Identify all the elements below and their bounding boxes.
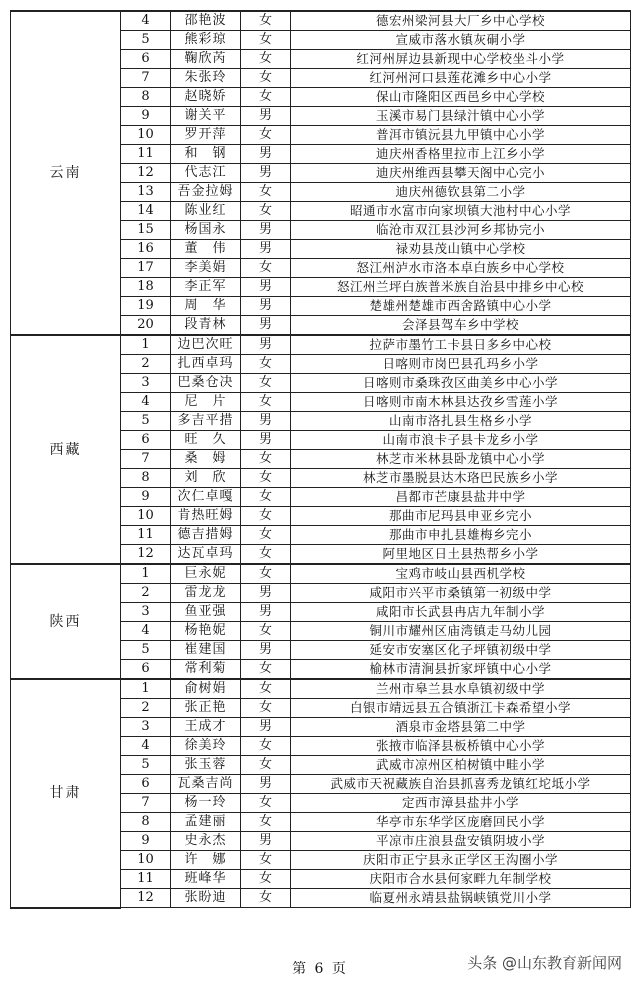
school-cell: 张掖市临泽县板桥镇中心小学 — [291, 737, 631, 756]
index-cell: 13 — [121, 183, 171, 202]
name-cell: 董 伟 — [171, 240, 241, 259]
school-cell: 日喀则市南木林县达孜乡雪莲小学 — [291, 393, 631, 412]
gender-cell: 女 — [241, 660, 291, 680]
gender-cell: 女 — [241, 374, 291, 393]
gender-cell: 女 — [241, 564, 291, 584]
gender-cell: 男 — [241, 164, 291, 183]
table-row — [11, 11, 631, 31]
name-cell: 多吉平措 — [171, 412, 241, 431]
school-cell: 华亭市东华学区庞磨回民小学 — [291, 813, 631, 832]
index-cell: 4 — [121, 622, 171, 641]
index-cell: 9 — [121, 488, 171, 507]
school-cell: 林芝市米林县卧龙镇中心小学 — [291, 450, 631, 469]
gender-cell: 女 — [241, 851, 291, 870]
gender-cell: 女 — [241, 622, 291, 641]
name-cell: 周 华 — [171, 297, 241, 316]
school-cell: 临夏州永靖县盐锅峡镇党川小学 — [291, 889, 631, 908]
gender-cell: 男 — [241, 775, 291, 794]
index-cell: 8 — [121, 88, 171, 107]
gender-cell: 女 — [241, 813, 291, 832]
school-cell: 宝鸡市岐山县西机学校 — [291, 564, 631, 584]
gender-cell: 女 — [241, 488, 291, 507]
name-cell: 尼 片 — [171, 393, 241, 412]
name-cell: 赵晓娇 — [171, 88, 241, 107]
name-cell: 桑 姆 — [171, 450, 241, 469]
index-cell: 4 — [121, 11, 171, 31]
gender-cell: 女 — [241, 88, 291, 107]
gender-cell: 男 — [241, 584, 291, 603]
index-cell: 4 — [121, 393, 171, 412]
gender-cell: 女 — [241, 393, 291, 412]
school-cell: 咸阳市兴平市桑镇第一初级中学 — [291, 584, 631, 603]
school-cell: 酒泉市金塔县第二中学 — [291, 718, 631, 737]
index-cell: 3 — [121, 603, 171, 622]
school-cell: 庆阳市合水县何家畔九年制学校 — [291, 870, 631, 889]
school-cell: 玉溪市易门县绿汁镇中心小学 — [291, 107, 631, 126]
table-row — [11, 679, 631, 699]
school-cell: 宣威市落水镇灰硐小学 — [291, 31, 631, 50]
gender-cell: 女 — [241, 69, 291, 88]
index-cell: 5 — [121, 756, 171, 775]
gender-cell: 男 — [241, 641, 291, 660]
gender-cell: 男 — [241, 335, 291, 355]
name-cell: 巨永妮 — [171, 564, 241, 584]
name-cell: 边巴次旺 — [171, 335, 241, 355]
index-cell: 4 — [121, 737, 171, 756]
name-cell: 陈业红 — [171, 202, 241, 221]
name-cell: 许 娜 — [171, 851, 241, 870]
index-cell: 1 — [121, 335, 171, 355]
school-cell: 保山市隆阳区西邑乡中心学校 — [291, 88, 631, 107]
gender-cell: 女 — [241, 699, 291, 718]
gender-cell: 男 — [241, 145, 291, 164]
index-cell: 6 — [121, 775, 171, 794]
gender-cell: 男 — [241, 718, 291, 737]
name-cell: 张盼迪 — [171, 889, 241, 908]
index-cell: 6 — [121, 50, 171, 69]
school-cell: 那曲市尼玛县申亚乡完小 — [291, 507, 631, 526]
index-cell: 12 — [121, 164, 171, 183]
school-cell: 阿里地区日土县热帮乡小学 — [291, 545, 631, 565]
school-cell: 昭通市水富市向家坝镇大池村中心小学 — [291, 202, 631, 221]
school-cell: 怒江州兰坪白族普米族自治县中排乡中心校 — [291, 278, 631, 297]
gender-cell: 女 — [241, 469, 291, 488]
index-cell: 10 — [121, 126, 171, 145]
index-cell: 9 — [121, 107, 171, 126]
gender-cell: 男 — [241, 240, 291, 259]
gender-cell: 女 — [241, 450, 291, 469]
index-cell: 5 — [121, 31, 171, 50]
name-cell: 崔建国 — [171, 641, 241, 660]
gender-cell: 女 — [241, 889, 291, 908]
roster-sheet — [10, 10, 630, 909]
gender-cell: 女 — [241, 870, 291, 889]
page-number: 第 6 页 — [292, 961, 348, 977]
school-cell: 普洱市镇沅县九甲镇中心小学 — [291, 126, 631, 145]
gender-cell: 女 — [241, 259, 291, 278]
school-cell: 武威市凉州区柏树镇中畦小学 — [291, 756, 631, 775]
name-cell: 俞树娟 — [171, 679, 241, 699]
school-cell: 红河州河口县莲花滩乡中心小学 — [291, 69, 631, 88]
name-cell: 鞠欣芮 — [171, 50, 241, 69]
school-cell: 山南市洛扎县生格乡小学 — [291, 412, 631, 431]
index-cell: 8 — [121, 813, 171, 832]
name-cell: 邵艳波 — [171, 11, 241, 31]
school-cell: 延安市安塞区化子坪镇初级中学 — [291, 641, 631, 660]
name-cell: 达瓦卓玛 — [171, 545, 241, 565]
school-cell: 会泽县驾车乡中学校 — [291, 316, 631, 336]
name-cell: 代志江 — [171, 164, 241, 183]
index-cell: 7 — [121, 794, 171, 813]
school-cell: 怒江州泸水市洛本卓白族乡中心学校 — [291, 259, 631, 278]
index-cell: 15 — [121, 221, 171, 240]
school-cell: 迪庆州香格里拉市上江乡小学 — [291, 145, 631, 164]
name-cell: 杨一玲 — [171, 794, 241, 813]
roster-table — [10, 10, 631, 909]
school-cell: 白银市靖远县五合镇浙江卡森希望小学 — [291, 699, 631, 718]
gender-cell: 女 — [241, 794, 291, 813]
index-cell: 7 — [121, 450, 171, 469]
school-cell: 日喀则市岗巴县孔玛乡小学 — [291, 355, 631, 374]
gender-cell: 女 — [241, 126, 291, 145]
school-cell: 山南市浪卡子县卡龙乡小学 — [291, 431, 631, 450]
school-cell: 咸阳市长武县冉店九年制小学 — [291, 603, 631, 622]
name-cell: 李正军 — [171, 278, 241, 297]
name-cell: 常利菊 — [171, 660, 241, 680]
name-cell: 吾金拉姆 — [171, 183, 241, 202]
name-cell: 和 钢 — [171, 145, 241, 164]
name-cell: 熊彩琼 — [171, 31, 241, 50]
region-cell: 云南 — [11, 11, 121, 335]
name-cell: 徐美玲 — [171, 737, 241, 756]
gender-cell: 女 — [241, 31, 291, 50]
school-cell: 昌都市芒康县盐井中学 — [291, 488, 631, 507]
school-cell: 德宏州梁河县大厂乡中心学校 — [291, 11, 631, 31]
index-cell: 12 — [121, 889, 171, 908]
name-cell: 德吉措姆 — [171, 526, 241, 545]
name-cell: 扎西卓玛 — [171, 355, 241, 374]
school-cell: 平凉市庄浪县盘安镇阴坡小学 — [291, 832, 631, 851]
gender-cell: 男 — [241, 297, 291, 316]
school-cell: 拉萨市墨竹工卡县日多乡中心校 — [291, 335, 631, 355]
index-cell: 14 — [121, 202, 171, 221]
index-cell: 11 — [121, 526, 171, 545]
index-cell: 6 — [121, 431, 171, 450]
name-cell: 巴桑仓决 — [171, 374, 241, 393]
index-cell: 8 — [121, 469, 171, 488]
name-cell: 次仁卓嘎 — [171, 488, 241, 507]
name-cell: 罗开萍 — [171, 126, 241, 145]
name-cell: 杨国永 — [171, 221, 241, 240]
name-cell: 鱼亚强 — [171, 603, 241, 622]
gender-cell: 女 — [241, 545, 291, 565]
gender-cell: 男 — [241, 107, 291, 126]
index-cell: 7 — [121, 69, 171, 88]
gender-cell: 女 — [241, 11, 291, 31]
name-cell: 史永杰 — [171, 832, 241, 851]
watermark-text: 头条 @山东教育新闻网 — [467, 954, 622, 972]
school-cell: 兰州市皋兰县水阜镇初级中学 — [291, 679, 631, 699]
gender-cell: 女 — [241, 355, 291, 374]
source-watermark — [467, 952, 622, 973]
region-cell: 甘肃 — [11, 679, 121, 908]
index-cell: 9 — [121, 832, 171, 851]
gender-cell: 女 — [241, 202, 291, 221]
name-cell: 刘 欣 — [171, 469, 241, 488]
school-cell: 禄劝县茂山镇中心学校 — [291, 240, 631, 259]
index-cell: 10 — [121, 507, 171, 526]
gender-cell: 女 — [241, 756, 291, 775]
gender-cell: 男 — [241, 412, 291, 431]
school-cell: 红河州屏边县新现中心学校坐斗小学 — [291, 50, 631, 69]
gender-cell: 女 — [241, 526, 291, 545]
name-cell: 李美娟 — [171, 259, 241, 278]
school-cell: 林芝市墨脱县达木珞巴民族乡小学 — [291, 469, 631, 488]
index-cell: 16 — [121, 240, 171, 259]
name-cell: 瓦桑吉尚 — [171, 775, 241, 794]
school-cell: 那曲市申扎县雄梅乡完小 — [291, 526, 631, 545]
school-cell: 迪庆州维西县攀天阁中心完小 — [291, 164, 631, 183]
name-cell: 孟建丽 — [171, 813, 241, 832]
gender-cell: 女 — [241, 183, 291, 202]
index-cell: 11 — [121, 145, 171, 164]
index-cell: 5 — [121, 412, 171, 431]
school-cell: 日喀则市桑珠孜区曲美乡中心小学 — [291, 374, 631, 393]
index-cell: 1 — [121, 679, 171, 699]
index-cell: 5 — [121, 641, 171, 660]
roster-body — [11, 11, 631, 908]
index-cell: 11 — [121, 870, 171, 889]
table-row — [11, 564, 631, 584]
school-cell: 定西市漳县盐井小学 — [291, 794, 631, 813]
index-cell: 20 — [121, 316, 171, 336]
gender-cell: 女 — [241, 679, 291, 699]
school-cell: 榆林市清涧县折家坪镇中心小学 — [291, 660, 631, 680]
gender-cell: 男 — [241, 603, 291, 622]
gender-cell: 女 — [241, 50, 291, 69]
gender-cell: 男 — [241, 221, 291, 240]
name-cell: 朱张玲 — [171, 69, 241, 88]
name-cell: 肯热旺姆 — [171, 507, 241, 526]
region-cell: 陕西 — [11, 564, 121, 679]
name-cell: 张正艳 — [171, 699, 241, 718]
school-cell: 楚雄州楚雄市西舍路镇中心小学 — [291, 297, 631, 316]
index-cell: 2 — [121, 699, 171, 718]
index-cell: 10 — [121, 851, 171, 870]
gender-cell: 男 — [241, 316, 291, 336]
gender-cell: 男 — [241, 431, 291, 450]
name-cell: 班峰华 — [171, 870, 241, 889]
name-cell: 旺 久 — [171, 431, 241, 450]
index-cell: 19 — [121, 297, 171, 316]
index-cell: 3 — [121, 718, 171, 737]
index-cell: 6 — [121, 660, 171, 680]
name-cell: 杨艳妮 — [171, 622, 241, 641]
gender-cell: 男 — [241, 278, 291, 297]
index-cell: 1 — [121, 564, 171, 584]
name-cell: 段青林 — [171, 316, 241, 336]
school-cell: 铜川市耀州区庙湾镇走马幼儿园 — [291, 622, 631, 641]
gender-cell: 女 — [241, 737, 291, 756]
school-cell: 庆阳市正宁县永正学区王沟圈小学 — [291, 851, 631, 870]
name-cell: 王成才 — [171, 718, 241, 737]
school-cell: 迪庆州德钦县第二小学 — [291, 183, 631, 202]
table-row — [11, 335, 631, 355]
region-cell: 西藏 — [11, 335, 121, 564]
gender-cell: 男 — [241, 832, 291, 851]
name-cell: 张玉蓉 — [171, 756, 241, 775]
index-cell: 3 — [121, 374, 171, 393]
name-cell: 雷龙龙 — [171, 584, 241, 603]
index-cell: 12 — [121, 545, 171, 565]
school-cell: 武威市天祝藏族自治县抓喜秀龙镇红坨坻小学 — [291, 775, 631, 794]
school-cell: 临沧市双江县沙河乡邦协完小 — [291, 221, 631, 240]
name-cell: 谢关平 — [171, 107, 241, 126]
index-cell: 2 — [121, 584, 171, 603]
index-cell: 2 — [121, 355, 171, 374]
gender-cell: 女 — [241, 507, 291, 526]
index-cell: 18 — [121, 278, 171, 297]
index-cell: 17 — [121, 259, 171, 278]
